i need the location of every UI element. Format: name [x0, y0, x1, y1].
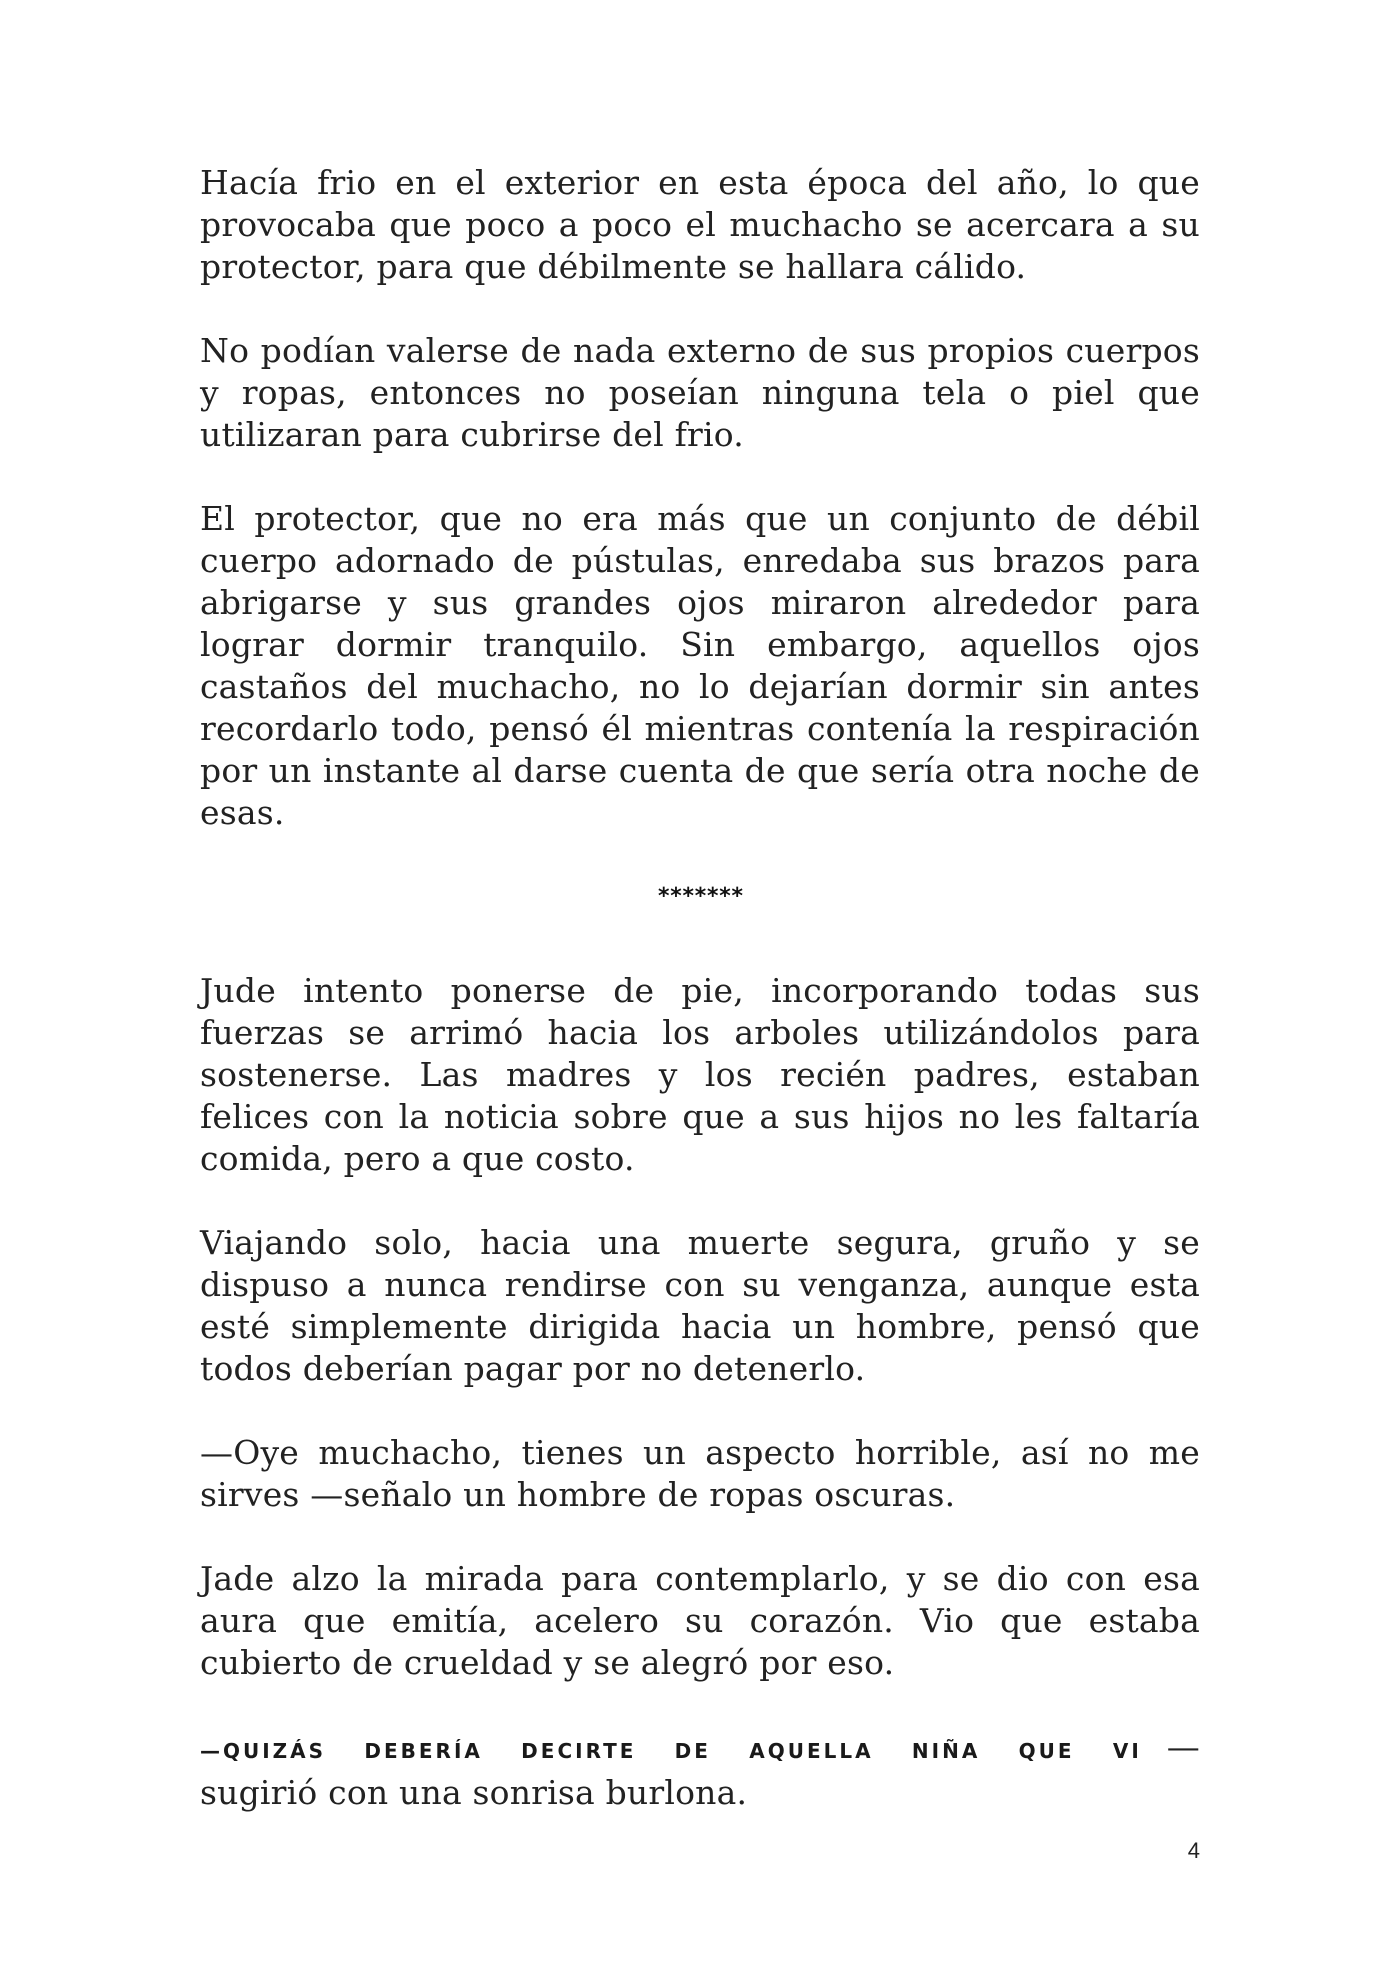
- paragraph: El protector, que no era más que un conjunto de débil cuerpo adornado de pústulas, enredaba sus brazos para abrigarse y sus grandes ojos miraron alrededor para lograr dormir tranquilo. Sin embargo, aquellos ojos castaños del muchacho, no lo dejarían dormir sin antes recordarlo todo, pensó él mientras contenía la respiración por un instante al darse cuenta de que sería otra noche de esas.: [200, 499, 1200, 832]
- paragraph: No podían valerse de nada externo de sus propios cuerpos y ropas, entonces no poseían ninguna tela o piel que utilizaran para cubrirse del frio.: [200, 331, 1200, 454]
- dialogue-paragraph: —Oye muchacho, tienes un aspecto horrible, así no me sirves —señalo un hombre de ropas oscuras.: [200, 1433, 1200, 1514]
- paragraph: Jade alzo la mirada para contemplarlo, y se dio con esa aura que emitía, acelero su corazón. Vio que estaba cubierto de crueldad y se alegró por eso.: [200, 1559, 1200, 1682]
- paragraph: Jude intento ponerse de pie, incorporando todas sus fuerzas se arrimó hacia los arboles utilizándolos para sostenerse. Las madres y los recién padres, estaban felices con la noticia sobre que a sus hijos no les faltaría comida, pero a que costo.: [200, 971, 1200, 1178]
- page-number: 4: [1187, 1838, 1200, 1863]
- dialogue-paragraph-final: [200, 1726, 1200, 1814]
- paragraph: Hacía frio en el exterior en esta época del año, lo que provocaba que poco a poco el muchacho se acercara a su protector, para que débilmente se hallara cálido.: [200, 163, 1200, 286]
- paragraph: Viajando solo, hacia una muerte segura, gruño y se dispuso a nunca rendirse con su venganza, aunque esta esté simplemente dirigida hacia un hombre, pensó que todos deberían pagar por no detenerlo.: [200, 1223, 1200, 1388]
- page-body: [200, 162, 1200, 1856]
- stylized-dialogue: —QUIZÁS DEBERÍA DECIRTE DE AQUELLA NIÑA QUE VI: [200, 1739, 1142, 1763]
- dialogue-tag: —sugirió con una sonrisa burlona.: [200, 1727, 1201, 1812]
- scene-separator: *******: [657, 884, 743, 909]
